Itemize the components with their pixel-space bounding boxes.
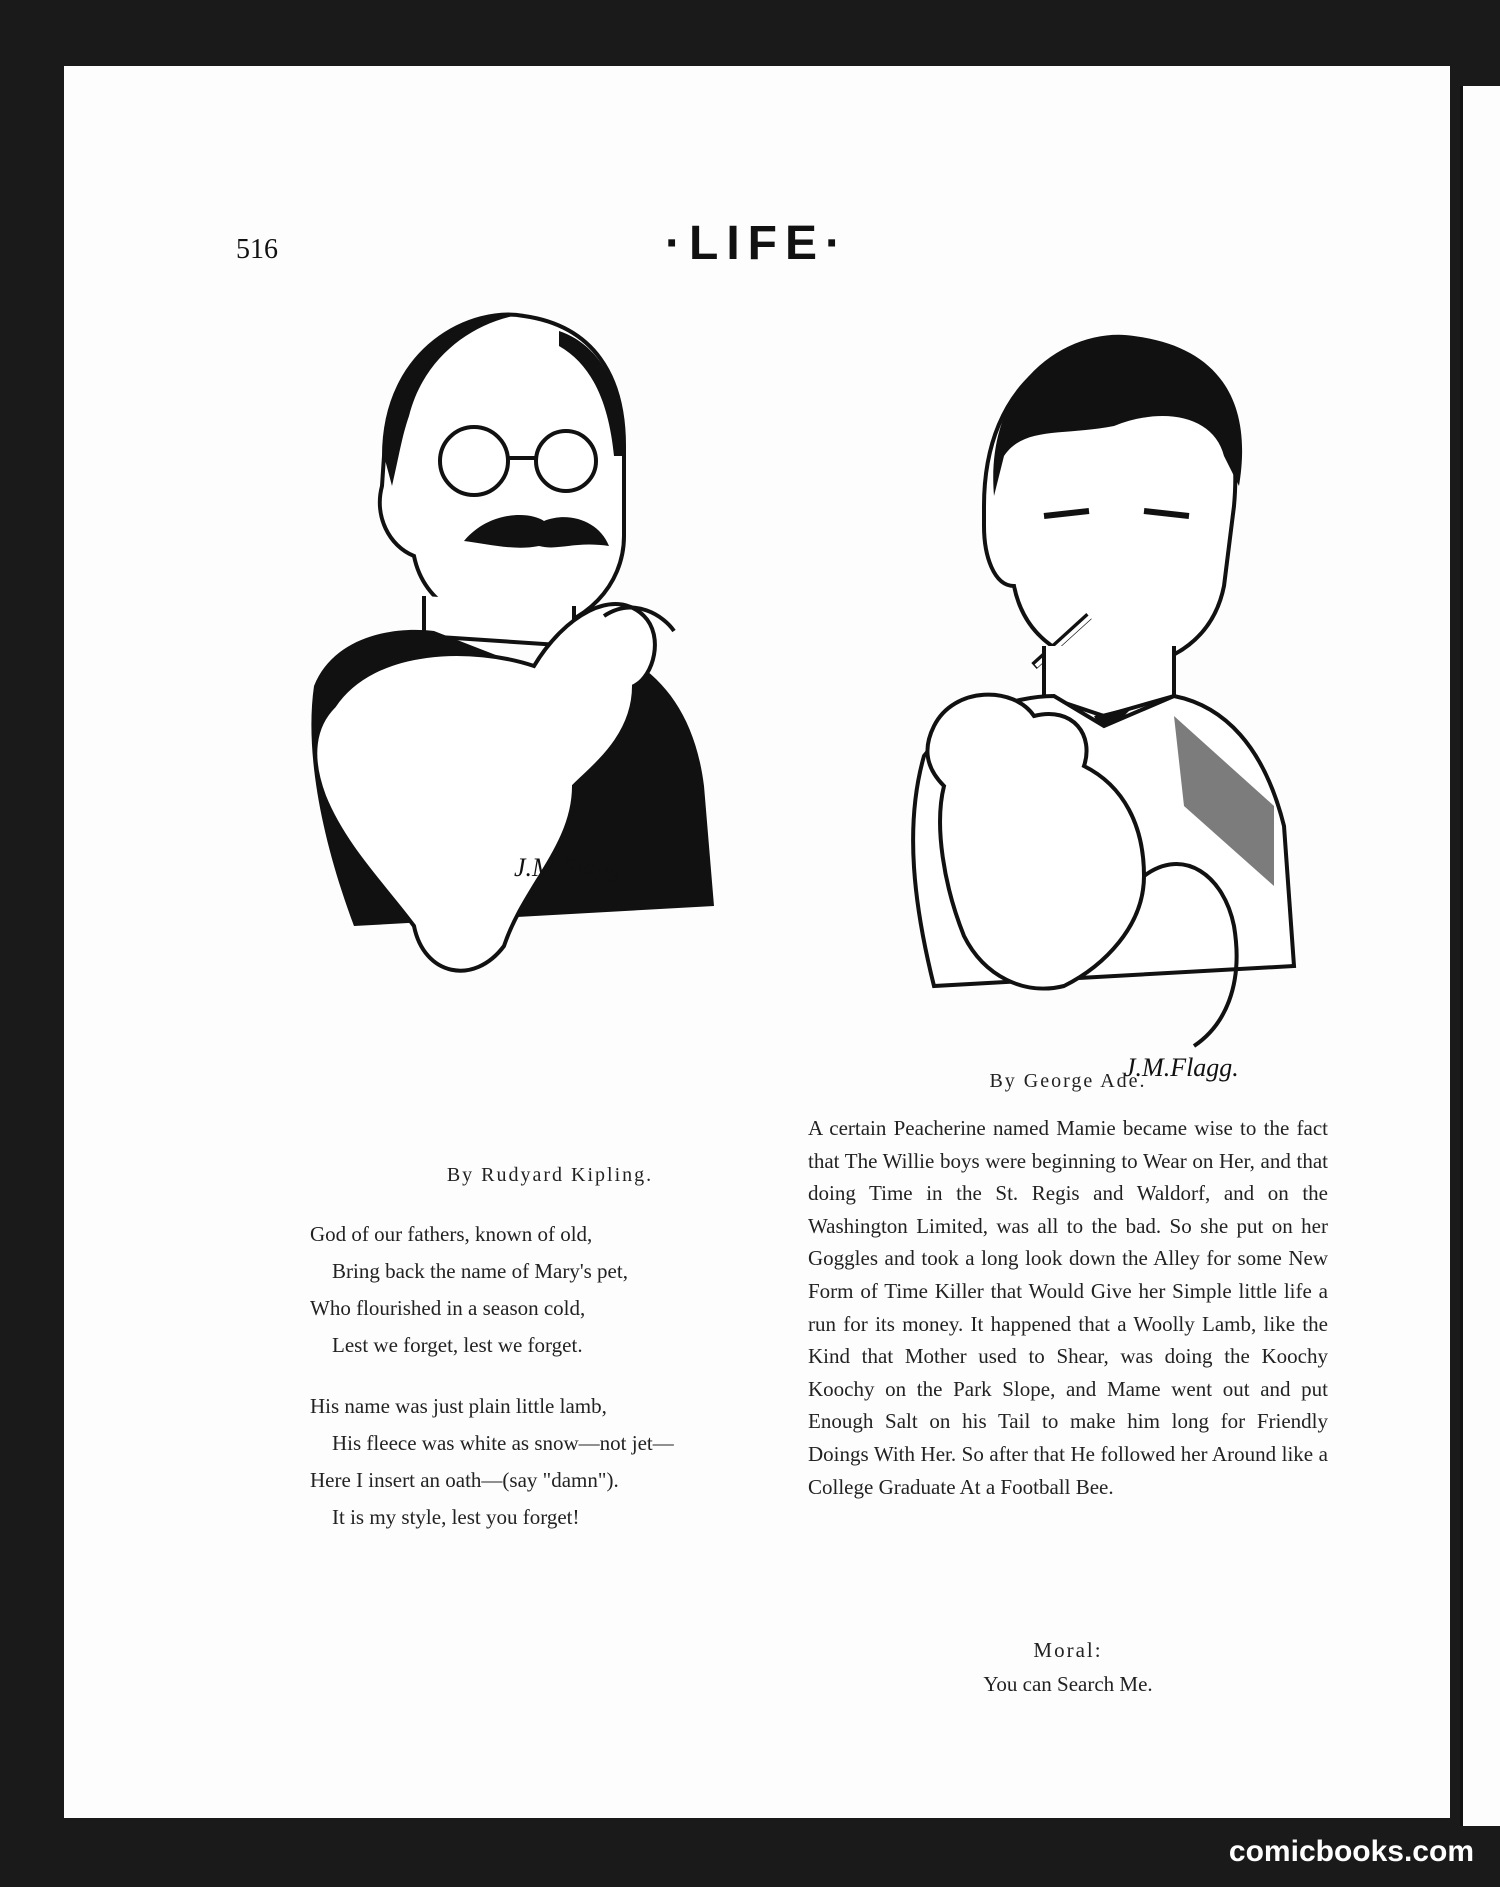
svg-text:J.M.Flagg.: J.M.Flagg. (514, 853, 629, 882)
stanza-gap (310, 1364, 790, 1388)
poem-line: His fleece was white as snow—not jet— (332, 1431, 674, 1455)
page-number: 516 (236, 234, 278, 265)
masthead-title: ·LIFE· (665, 217, 849, 270)
poem-line: Here I insert an oath—(say "damn"). (310, 1468, 619, 1492)
site-watermark: comicbooks.com (1228, 1835, 1474, 1868)
svg-text:J.M.Flagg.: J.M.Flagg. (1124, 1053, 1239, 1082)
ade-caricature-drawing (844, 286, 1364, 1086)
poem-line: Lest we forget, lest we forget. (332, 1333, 583, 1357)
poem-line: Who flourished in a season cold, (310, 1296, 586, 1320)
adjacent-page-edge (1460, 86, 1500, 1826)
kipling-caricature-drawing (274, 286, 814, 1046)
kipling-poem (310, 1216, 790, 1536)
magazine-page (64, 66, 1450, 1818)
moral-label: Moral: (1033, 1638, 1103, 1662)
kipling-byline: By Rudyard Kipling. (446, 1164, 654, 1186)
poem-line: God of our fathers, known of old, (310, 1222, 593, 1246)
moral-text: You can Search Me. (983, 1672, 1153, 1696)
poem-line: It is my style, lest you forget! (332, 1505, 580, 1529)
ade-fable-text: A certain Peacherine named Mamie became wise to the fact that The Willie boys were beginning to Wear on Her, and that doing Time in the St. Regis and Waldorf, and on the Washington Limited, was all to the bad. So she put on her Goggles and took a long look down the Alley for some New Form of Time Killer that Would Give her Simple little life a run for its money. It happened that a Woolly Lamb, like the Kind that Mother used to Shear, was doing the Koochy Koochy on the Park Slope, and Mame went out and put Enough Salt on his Tail to make him long for Friendly Doings With Her. So after that He followed her Around like a College Graduate At a Football Bee. (808, 1116, 1328, 1499)
ade-caricature-illustration (844, 286, 1364, 1086)
ade-byline: By George Ade. (989, 1070, 1147, 1092)
poem-line: His name was just plain little lamb, (310, 1394, 607, 1418)
poem-line: Bring back the name of Mary's pet, (332, 1259, 628, 1283)
kipling-caricature-illustration (274, 286, 814, 1046)
